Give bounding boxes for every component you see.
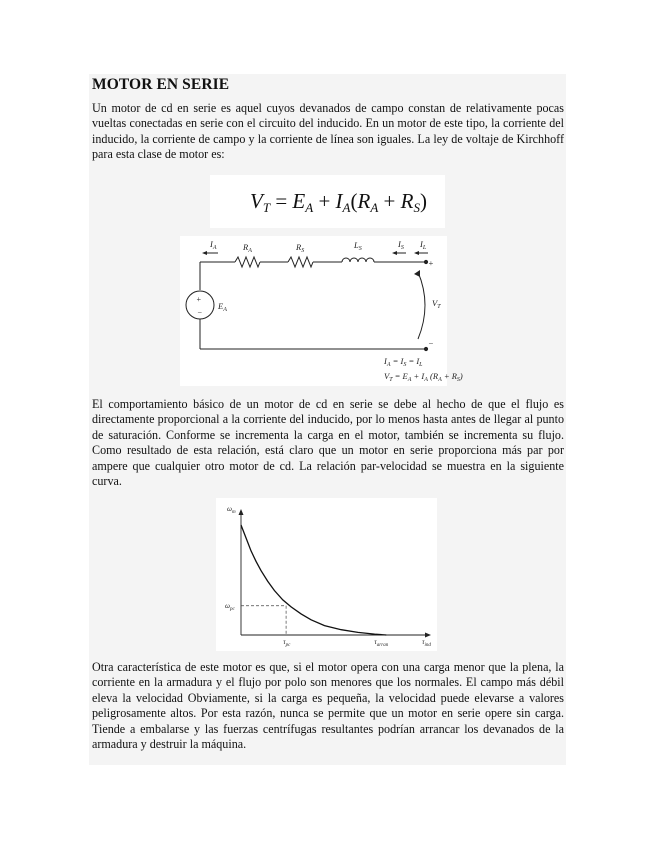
label-plus: + xyxy=(428,258,434,268)
equation-text: VT = EA + IA(RA + RS) xyxy=(250,189,427,215)
marker-x-label: $\tau_{pc}$ xyxy=(283,638,291,648)
vt-arc xyxy=(418,272,425,339)
circuit-svg xyxy=(180,236,463,386)
arrow-is-head xyxy=(392,251,397,255)
chart-svg xyxy=(216,498,437,651)
section-title: MOTOR EN SERIE xyxy=(92,76,230,93)
source-plus: + xyxy=(196,295,202,304)
arrow-ia-head xyxy=(202,251,207,255)
vt-arrowhead xyxy=(414,270,420,277)
label-ls: $L_S$ xyxy=(354,240,362,252)
paragraph-behavior: El comportamiento básico de un motor de cd en serie se debe al hecho de que el flujo es directamente proporcional a la corriente del inducido, por lo menos hasta antes de llegar al punto de saturación. Conforme se incrementa la carga en el motor, también se incrementa su flujo. Como resultado de esta relación, está claro que un motor en serie proporciona más par por ampere que cualquier otro motor de cd. La relación par-velocidad se muestra en la siguiente curva. xyxy=(92,397,564,489)
end-x-label: $\tau_{arran}$ xyxy=(374,638,389,648)
x-axis-arrowhead xyxy=(425,633,431,638)
relation-voltage: $V_T = E_A + I_A$ $(R_A + R_S)$ xyxy=(384,371,463,383)
paragraph-intro: Un motor de cd en serie es aquel cuyos devanados de campo constan de relativamente pocas vueltas conectadas en serie con el circuito del inducido. En un motor de este tipo, la corriente del inducido, la corriente de campo y la corriente de línea son iguales. La ley de voltaje de Kirchhoff para esta clase de motor es: xyxy=(92,101,564,162)
resistor-ra-symbol xyxy=(235,257,260,267)
resistor-rs-symbol xyxy=(288,257,313,267)
circuit-diagram xyxy=(180,236,463,386)
inductor-ls-symbol xyxy=(342,258,374,262)
equation-svg xyxy=(210,175,445,228)
paragraph-warning: Otra característica de este motor es que, si el motor opera con una carga menor que la plena, la corriente en la armadura y el flujo por polo son menores que los normales. El campo más débil eleva la velocidad Obviamente, si la carga es pequeña, la velocidad puede elevarse a valores peligrosamente altos. Por esta razón, nunca se permite que un motor en serie opere sin carga. Tiende a embalarse y las fuerzas centrífugas resultantes podrían arrancar los devanados de la armadura y destruir la máquina. xyxy=(92,660,564,752)
label-ea: $E_A$ xyxy=(218,301,227,313)
y-axis-label: $\omega_m$ xyxy=(227,505,236,515)
label-minus: − xyxy=(428,338,434,348)
label-rs: $R_S$ xyxy=(296,242,305,254)
relation-currents: $I_A = I_S = I_L$ xyxy=(384,356,423,368)
label-vt: $V_T$ xyxy=(432,298,441,310)
equation-box xyxy=(210,175,445,228)
label-il: $I_L$ xyxy=(420,239,427,251)
source-minus: − xyxy=(197,308,203,317)
y-axis-arrowhead xyxy=(239,509,244,515)
marker-y-label: $\omega_{pc}$ xyxy=(225,601,235,612)
label-is: $I_S$ xyxy=(398,239,404,251)
label-ra: $R_A$ xyxy=(243,242,252,254)
label-ia: $I_A$ xyxy=(210,239,217,251)
arrow-il-head xyxy=(414,251,419,255)
torque-speed-chart xyxy=(216,498,437,651)
series-line xyxy=(241,525,386,635)
x-axis-label: $\tau_{ind}$ xyxy=(422,638,431,648)
